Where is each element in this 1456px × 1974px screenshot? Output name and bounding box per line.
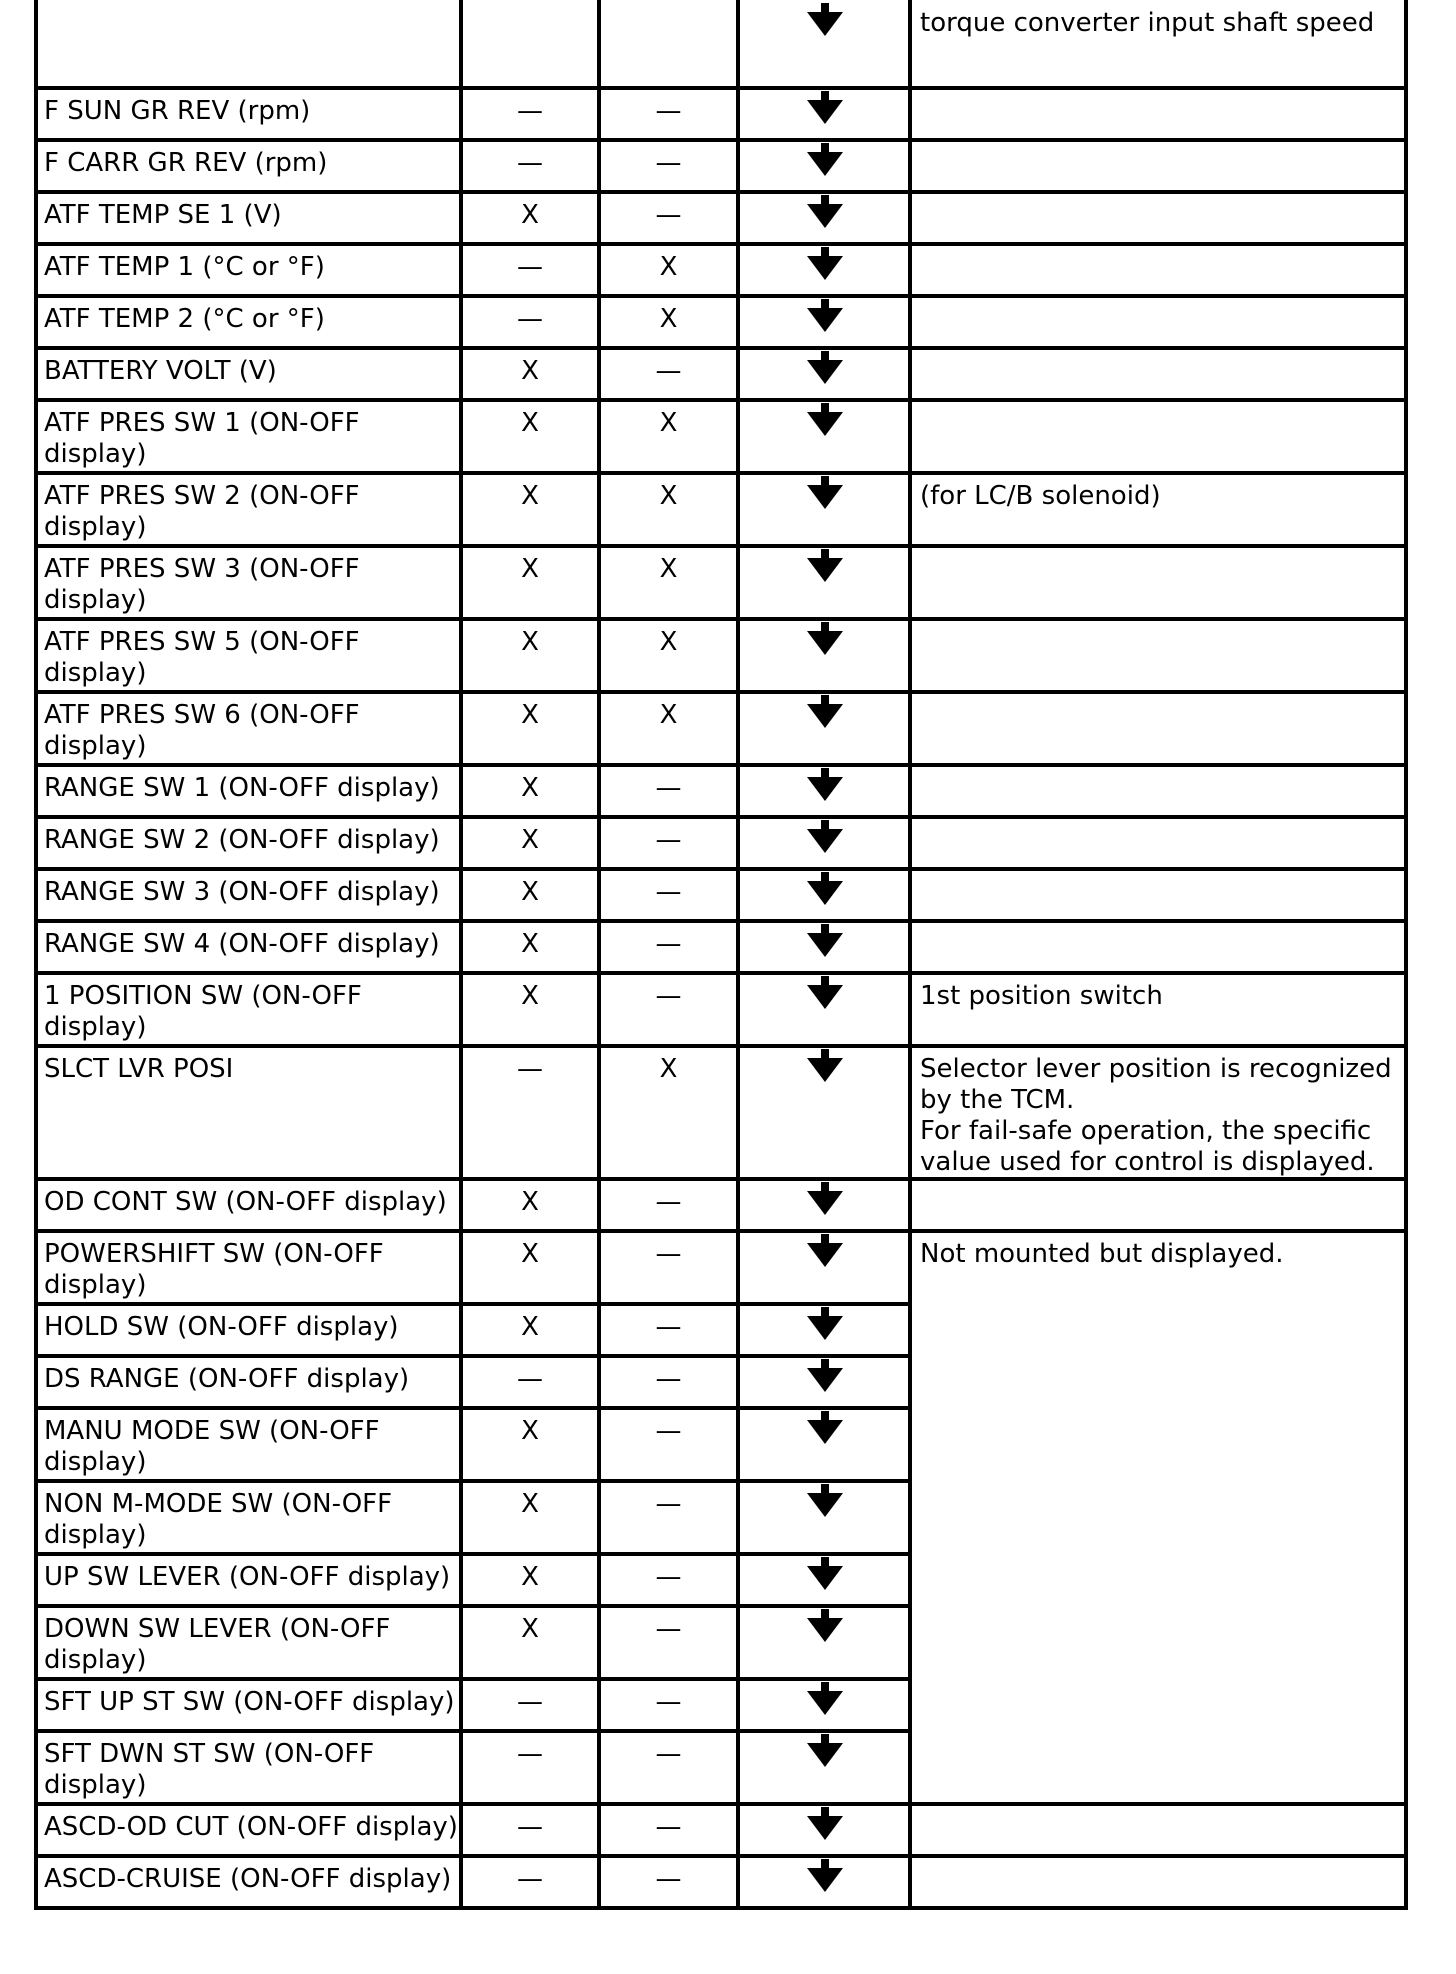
table-row [34, 140, 1408, 192]
down-arrow-icon [807, 360, 843, 384]
down-arrow-icon [807, 1058, 843, 1082]
item-name: ASCD-OD CUT (ON-OFF display) [44, 1812, 458, 1842]
item-name [44, 0, 459, 8]
remarks [920, 1679, 1408, 1687]
item-name: DOWN SW LEVER (ON-OFF display) [44, 1614, 391, 1675]
item-name: OD CONT SW (ON-OFF display) [44, 1187, 447, 1217]
row-divider [34, 471, 1408, 475]
item-name: SLCT LVR POSI [44, 1054, 234, 1084]
mark-col-2: — [655, 825, 682, 855]
down-arrow-icon [807, 1420, 843, 1444]
remarks: Not mounted but displayed. [920, 1239, 1284, 1269]
remarks [920, 1481, 1408, 1489]
down-arrow-icon [807, 1493, 843, 1517]
mark-col-2: — [655, 1239, 682, 1269]
reference-cell [740, 296, 910, 340]
mark-col-1: X [521, 1489, 539, 1519]
mark-col-2: X [659, 481, 678, 511]
reference-cell [740, 1481, 910, 1525]
reference-cell [740, 692, 910, 736]
down-arrow-icon [807, 308, 843, 332]
item-name: ASCD-CRUISE (ON-OFF display) [44, 1864, 452, 1894]
table-row [34, 348, 1408, 400]
mark-col-2: — [655, 1864, 682, 1894]
mark-col-1: X [521, 700, 539, 730]
row-divider [34, 1906, 1408, 1910]
down-arrow-icon [807, 204, 843, 228]
table-row [34, 192, 1408, 244]
reference-cell [740, 1804, 910, 1848]
remarks [920, 1731, 1408, 1739]
remarks [920, 1356, 1408, 1364]
mark-col-2: X [659, 1054, 678, 1084]
item-name: ATF TEMP 2 (°C or °F) [44, 304, 325, 334]
down-arrow-icon [807, 777, 843, 801]
column-divider [1404, 0, 1408, 1908]
down-arrow-icon [807, 100, 843, 124]
reference-cell [740, 88, 910, 132]
down-arrow-icon [807, 1868, 843, 1892]
item-name: F SUN GR REV (rpm) [44, 96, 311, 126]
mark-col-1: X [521, 627, 539, 657]
mark-col-2: — [655, 1614, 682, 1644]
row-divider [34, 346, 1408, 350]
mark-col-2: — [655, 356, 682, 386]
item-name: MANU MODE SW (ON-OFF display) [44, 1416, 380, 1477]
item-name: UP SW LEVER (ON-OFF display) [44, 1562, 451, 1592]
mark-col-1: X [521, 1562, 539, 1592]
mark-col-2: — [655, 1812, 682, 1842]
row-divider [34, 138, 1408, 142]
reference-cell [740, 546, 910, 590]
mark-col-1: — [517, 1687, 543, 1717]
row-divider [34, 919, 1408, 923]
mark-col-1: — [517, 252, 543, 282]
row-divider [34, 617, 1408, 621]
table-row [34, 88, 1408, 140]
reference-cell [740, 1731, 910, 1775]
down-arrow-icon [807, 631, 843, 655]
mark-col-1: X [521, 554, 539, 584]
table-row [34, 1856, 1408, 1908]
reference-cell [740, 1408, 910, 1452]
table-row [34, 400, 1408, 473]
item-name: DS RANGE (ON-OFF display) [44, 1364, 410, 1394]
mark-col-1: — [517, 304, 543, 334]
item-name: RANGE SW 4 (ON-OFF display) [44, 929, 440, 959]
item-name: RANGE SW 1 (ON-OFF display) [44, 773, 440, 803]
reference-cell [740, 1356, 910, 1400]
item-name: RANGE SW 3 (ON-OFF display) [44, 877, 440, 907]
row-divider [34, 1854, 1408, 1858]
mark-col-1: X [521, 1614, 539, 1644]
reference-cell [740, 869, 910, 913]
down-arrow-icon [807, 933, 843, 957]
row-divider [34, 1552, 910, 1556]
down-arrow-icon [807, 1191, 843, 1215]
down-arrow-icon [807, 256, 843, 280]
remarks [920, 1554, 1408, 1562]
mark-col-2: — [655, 96, 682, 126]
table-row [34, 817, 1408, 869]
row-divider [34, 1677, 910, 1681]
mark-col-1: X [521, 825, 539, 855]
table-row [34, 1554, 1408, 1606]
row-divider [34, 398, 1408, 402]
row-divider [34, 544, 1408, 548]
down-arrow-icon [807, 1816, 843, 1840]
reference-cell [740, 1679, 910, 1723]
reference-cell [740, 817, 910, 861]
item-name: SFT DWN ST SW (ON-OFF display) [44, 1739, 375, 1800]
mark-col-1: X [521, 481, 539, 511]
mark-col-1: X [521, 981, 539, 1011]
table-row [34, 869, 1408, 921]
mark-col-1 [465, 0, 595, 8]
remarks [920, 1606, 1408, 1614]
mark-col-1: X [521, 773, 539, 803]
down-arrow-icon [807, 1566, 843, 1590]
table-row [34, 1179, 1408, 1231]
remarks [920, 1304, 1408, 1312]
table-row [34, 1481, 1408, 1554]
table-row [34, 546, 1408, 619]
data-monitor-table [34, 0, 1408, 1934]
table-row [34, 244, 1408, 296]
table-row [34, 473, 1408, 546]
mark-col-1: X [521, 1312, 539, 1342]
mark-col-2: — [655, 1489, 682, 1519]
mark-col-2: X [659, 304, 678, 334]
reference-cell [740, 1856, 910, 1900]
down-arrow-icon [807, 704, 843, 728]
down-arrow-icon [807, 1243, 843, 1267]
mark-col-2: — [655, 148, 682, 178]
mark-col-1: X [521, 1239, 539, 1269]
remarks: (for LC/B solenoid) [920, 481, 1161, 511]
down-arrow-icon [807, 881, 843, 905]
table-row [34, 765, 1408, 817]
row-divider [34, 1044, 1408, 1048]
table-row [34, 0, 1408, 88]
table-row [34, 1408, 1408, 1481]
mark-col-2: — [655, 1739, 682, 1769]
item-name: POWERSHIFT SW (ON-OFF display) [44, 1239, 384, 1300]
mark-col-2: — [655, 1187, 682, 1217]
row-divider [34, 1729, 910, 1733]
mark-col-1: X [521, 877, 539, 907]
row-divider [34, 815, 1408, 819]
down-arrow-icon [807, 985, 843, 1009]
down-arrow-icon [807, 1618, 843, 1642]
mark-col-2: X [659, 627, 678, 657]
mark-col-2: — [655, 1364, 682, 1394]
reference-cell [740, 1179, 910, 1223]
mark-col-2: — [655, 773, 682, 803]
item-name: ATF PRES SW 5 (ON-OFF display) [44, 627, 360, 688]
row-divider [34, 1354, 910, 1358]
remarks: 1st position switch [920, 981, 1163, 1011]
reference-cell [740, 1304, 910, 1348]
table-row [34, 296, 1408, 348]
row-divider [34, 1406, 910, 1410]
mark-col-1: X [521, 1416, 539, 1446]
mark-col-2: — [655, 1562, 682, 1592]
reference-cell [740, 921, 910, 965]
mark-col-2: X [659, 408, 678, 438]
reference-cell [740, 1046, 910, 1090]
item-name: RANGE SW 2 (ON-OFF display) [44, 825, 440, 855]
reference-cell [740, 0, 910, 44]
table-row [34, 1304, 1408, 1356]
down-arrow-icon [807, 558, 843, 582]
item-name: NON M-MODE SW (ON-OFF display) [44, 1489, 393, 1550]
reference-cell [740, 473, 910, 517]
down-arrow-icon [807, 1368, 843, 1392]
column-divider [736, 0, 740, 1908]
reference-cell [740, 765, 910, 809]
row-divider [34, 294, 1408, 298]
mark-col-1: X [521, 1187, 539, 1217]
item-name: ATF TEMP 1 (°C or °F) [44, 252, 325, 282]
mark-col-1: — [517, 1364, 543, 1394]
item-name: BATTERY VOLT (V) [44, 356, 277, 386]
column-divider [908, 0, 912, 1908]
mark-col-1: — [517, 96, 543, 126]
table-row [34, 921, 1408, 973]
reference-cell [740, 244, 910, 288]
mark-col-1: X [521, 200, 539, 230]
reference-cell [740, 400, 910, 444]
down-arrow-icon [807, 412, 843, 436]
row-divider [34, 1479, 910, 1483]
item-name: ATF PRES SW 1 (ON-OFF display) [44, 408, 360, 469]
down-arrow-icon [807, 485, 843, 509]
mark-col-2: — [655, 1687, 682, 1717]
down-arrow-icon [807, 1691, 843, 1715]
remarks [920, 1408, 1408, 1416]
mark-col-2: — [655, 1416, 682, 1446]
mark-col-2: X [659, 554, 678, 584]
row-divider [34, 690, 1408, 694]
mark-col-1: X [521, 356, 539, 386]
row-divider [34, 1302, 910, 1306]
row-divider [34, 1604, 910, 1608]
table-row [34, 973, 1408, 1046]
column-divider [459, 0, 463, 1908]
mark-col-2: X [659, 252, 678, 282]
row-divider [34, 242, 1408, 246]
table-row [34, 1679, 1408, 1731]
reference-cell [740, 192, 910, 236]
table-row [34, 1606, 1408, 1679]
down-arrow-icon [807, 1316, 843, 1340]
mark-col-1: X [521, 408, 539, 438]
reference-cell [740, 1606, 910, 1650]
table-row [34, 1731, 1408, 1804]
mark-col-1: — [517, 1739, 543, 1769]
table-row [34, 1046, 1408, 1179]
table-row [34, 619, 1408, 692]
row-divider [34, 763, 1408, 767]
item-name: 1 POSITION SW (ON-OFF display) [44, 981, 362, 1042]
item-name: F CARR GR REV (rpm) [44, 148, 328, 178]
mark-col-2: — [655, 877, 682, 907]
mark-col-1: X [521, 929, 539, 959]
table-row [34, 692, 1408, 765]
reference-cell [740, 348, 910, 392]
row-divider [34, 190, 1408, 194]
remarks: torque converter input shaft speed [920, 8, 1375, 38]
table-row [34, 1804, 1408, 1856]
mark-col-1: — [517, 148, 543, 178]
row-divider [34, 1177, 1408, 1181]
remarks: Selector lever position is recognized by the TCM. For fail-safe operation, the specific value used for control is displayed. [920, 1054, 1392, 1177]
mark-col-2: X [659, 700, 678, 730]
item-name: ATF PRES SW 6 (ON-OFF display) [44, 700, 360, 761]
item-name: SFT UP ST SW (ON-OFF display) [44, 1687, 455, 1717]
mark-col-1: — [517, 1812, 543, 1842]
table-row [34, 1231, 1408, 1304]
down-arrow-icon [807, 829, 843, 853]
down-arrow-icon [807, 152, 843, 176]
mark-col-1: — [517, 1864, 543, 1894]
down-arrow-icon [807, 1743, 843, 1767]
item-name: ATF TEMP SE 1 (V) [44, 200, 282, 230]
row-divider [34, 1229, 1408, 1233]
reference-cell [740, 1554, 910, 1598]
column-divider [597, 0, 601, 1908]
row-divider [34, 971, 1408, 975]
row-divider [34, 86, 1408, 90]
item-name: ATF PRES SW 2 (ON-OFF display) [44, 481, 360, 542]
mark-col-2: — [655, 929, 682, 959]
row-divider [34, 1802, 1408, 1806]
reference-cell [740, 973, 910, 1017]
mark-col-2 [603, 0, 734, 8]
item-name: ATF PRES SW 3 (ON-OFF display) [44, 554, 360, 615]
mark-col-1: — [517, 1054, 543, 1084]
table-row [34, 1356, 1408, 1408]
item-name: HOLD SW (ON-OFF display) [44, 1312, 399, 1342]
mark-col-2: — [655, 1312, 682, 1342]
mark-col-2: — [655, 200, 682, 230]
mark-col-2: — [655, 981, 682, 1011]
column-divider [34, 0, 38, 1908]
reference-cell [740, 619, 910, 663]
reference-cell [740, 140, 910, 184]
down-arrow-icon [807, 12, 843, 36]
reference-cell [740, 1231, 910, 1275]
row-divider [34, 867, 1408, 871]
